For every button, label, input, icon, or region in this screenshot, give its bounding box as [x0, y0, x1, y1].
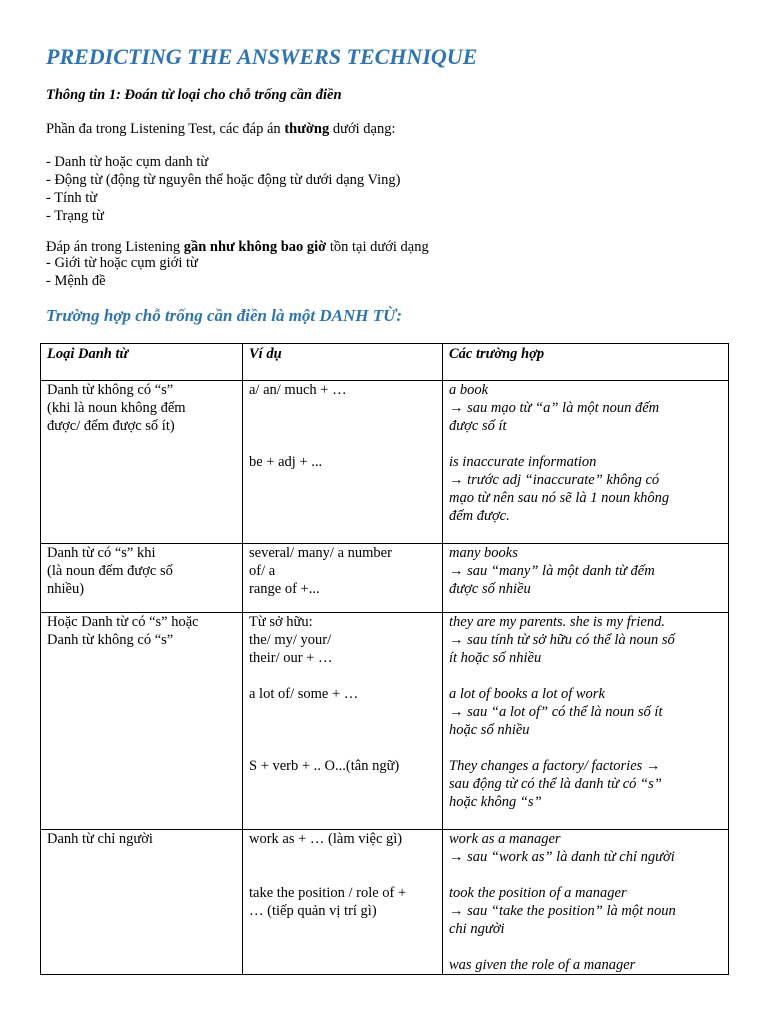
cases-cell [443, 830, 729, 975]
list-item: - Giới từ hoặc cụm giới từ [46, 255, 198, 271]
cases-cell [443, 544, 729, 613]
cell-line: the/ my/ your/ [249, 632, 332, 648]
never-suffix: tồn tại dưới dạng [326, 239, 429, 255]
cell-line: of/ a [249, 563, 276, 579]
noun-type-cell [41, 544, 243, 613]
cell-line: … (tiếp quản vị trí gì) [249, 903, 377, 919]
intro-paragraph [46, 120, 396, 138]
cell-line: take the position / role of + [249, 885, 407, 901]
cell-line: took the position of a manager [449, 885, 627, 901]
cell-line: a lot of/ some + … [249, 686, 359, 702]
cell-line: range of +... [249, 581, 320, 597]
cell-line: many books [449, 545, 518, 561]
cell-line: (khi là noun không đếm [47, 400, 186, 416]
cell-line: a lot of books a lot of work [449, 686, 605, 702]
table-row [41, 830, 729, 975]
cell-line: được số nhiều [449, 581, 531, 597]
noun-cases-table [40, 343, 729, 975]
list-item: - Mệnh đề [46, 273, 106, 289]
never-prefix: Đáp án trong Listening [46, 239, 184, 255]
cell-line: Hoặc Danh từ có “s” hoặc [47, 614, 199, 630]
noun-type-cell [41, 381, 243, 544]
never-forms-list [46, 254, 198, 290]
table-header-row [41, 344, 729, 381]
cell-line: → trước adj “inaccurate” không có [449, 472, 660, 488]
header-noun-type: Loại Danh từ [41, 344, 243, 381]
cell-line: mạo từ nên sau nó sẽ là 1 noun không [449, 490, 670, 506]
answer-forms-list [46, 153, 401, 225]
cell-line: be + adj + ... [249, 454, 323, 470]
example-cell [243, 613, 443, 830]
cell-line: → sau tính từ sở hữu có thể là noun số [449, 632, 675, 648]
cell-line: được/ đếm được số ít) [47, 418, 175, 434]
example-cell [243, 544, 443, 613]
cell-line: a book [449, 382, 489, 398]
cell-line: a/ an/ much + … [249, 382, 347, 398]
cases-cell [443, 613, 729, 830]
noun-type-cell [41, 613, 243, 830]
cell-line: their/ our + … [249, 650, 333, 666]
cell-line: was given the role of a manager [449, 957, 636, 973]
list-item: - Động từ (động từ nguyên thể hoặc động từ dưới dạng Ving) [46, 172, 401, 188]
intro-suffix: dưới dạng: [329, 121, 396, 137]
table-row [41, 613, 729, 830]
cell-line: They changes a factory/ factories → [449, 758, 661, 774]
cell-line: chi người [449, 921, 505, 937]
cell-line: several/ many/ a number [249, 545, 392, 561]
list-item: - Tính từ [46, 190, 98, 206]
cell-line: → sau “many” là một danh từ đếm [449, 563, 655, 579]
cell-line: → sau “work as” là danh từ chỉ người [449, 849, 675, 865]
header-example: Ví dụ [243, 344, 443, 381]
cell-line: Danh từ có “s” khi [47, 545, 156, 561]
intro-prefix: Phần đa trong Listening Test, các đáp án [46, 121, 285, 137]
example-cell [243, 830, 443, 975]
noun-type-cell [41, 830, 243, 975]
cell-line: → sau “a lot of” có thể là noun số ít [449, 704, 663, 720]
intro-bold: thường [284, 121, 330, 137]
section-heading: Trường hợp chỗ trống cần điền là một DANH TỪ: [46, 306, 402, 325]
cell-line: hoặc số nhiều [449, 722, 530, 738]
list-item: - Trạng từ [46, 208, 104, 224]
cell-line: work as + … (làm việc gì) [249, 831, 403, 847]
cell-line: → sau mạo từ “a” là một noun đếm [449, 400, 660, 416]
header-cases: Các trường hợp [443, 344, 729, 381]
cell-line: Từ sở hữu: [249, 614, 313, 630]
cell-line: đếm được. [449, 508, 510, 524]
cell-line: Danh từ không có “s” [47, 632, 174, 648]
cell-line: Danh từ không có “s” [47, 382, 174, 398]
page-title: PREDICTING THE ANSWERS TECHNIQUE [46, 44, 478, 69]
info-subtitle: Thông tin 1: Đoán từ loại cho chỗ trống cần điền [46, 87, 342, 103]
example-cell [243, 381, 443, 544]
cell-line: sau động từ có thể là danh từ có “s” [449, 776, 662, 792]
list-item: - Danh từ hoặc cụm danh từ [46, 154, 209, 170]
cell-line: → sau “take the position” là một noun [449, 903, 676, 919]
cell-line: is inaccurate information [449, 454, 597, 470]
table-row [41, 544, 729, 613]
cell-line: Danh từ chỉ người [47, 831, 153, 847]
cell-line: hoặc không “s” [449, 794, 542, 810]
never-bold: gần như không bao giờ [183, 239, 327, 255]
cases-cell [443, 381, 729, 544]
cell-line: nhiều) [47, 581, 85, 597]
cell-line: (là noun đếm được số [47, 563, 173, 579]
cell-line: ít hoặc số nhiều [449, 650, 542, 666]
cell-line: they are my parents. she is my friend. [449, 614, 665, 630]
table-row [41, 381, 729, 544]
cell-line: được số ít [449, 418, 507, 434]
cell-line: work as a manager [449, 831, 561, 847]
cell-line: S + verb + .. O...(tân ngữ) [249, 758, 400, 774]
